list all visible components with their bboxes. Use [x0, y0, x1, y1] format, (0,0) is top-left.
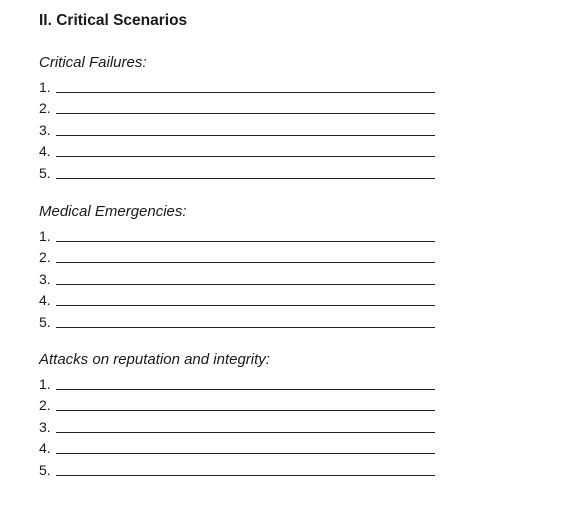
answer-blank-line[interactable]: [56, 389, 435, 390]
group-heading: Attacks on reputation and integrity:: [39, 351, 270, 368]
item-number: 2.: [39, 397, 51, 414]
numbered-list: [39, 73, 439, 181]
answer-blank-line[interactable]: [56, 327, 435, 328]
item-number: 1.: [39, 78, 51, 95]
numbered-list: [39, 222, 439, 330]
item-number: 3.: [39, 121, 51, 138]
list-item: [39, 159, 439, 181]
answer-blank-line[interactable]: [56, 475, 435, 476]
answer-blank-line[interactable]: [56, 92, 435, 93]
item-number: 4.: [39, 440, 51, 457]
list-item: [39, 413, 439, 435]
list-item: [39, 456, 439, 478]
list-item: [39, 265, 439, 287]
answer-blank-line[interactable]: [56, 284, 435, 285]
list-item: [39, 287, 439, 309]
group-heading: Medical Emergencies:: [39, 203, 187, 220]
item-number: 5.: [39, 164, 51, 181]
list-item: [39, 244, 439, 266]
group-attacks-on-reputation: [39, 350, 439, 478]
item-number: 4.: [39, 143, 51, 160]
list-item: [39, 222, 439, 244]
item-number: 4.: [39, 292, 51, 309]
group-medical-emergencies: [39, 202, 439, 330]
answer-blank-line[interactable]: [56, 432, 435, 433]
item-number: 2.: [39, 100, 51, 117]
answer-blank-line[interactable]: [56, 241, 435, 242]
answer-blank-line[interactable]: [56, 135, 435, 136]
answer-blank-line[interactable]: [56, 453, 435, 454]
list-item: [39, 435, 439, 457]
numbered-list: [39, 370, 439, 478]
item-number: 2.: [39, 249, 51, 266]
item-number: 1.: [39, 227, 51, 244]
item-number: 5.: [39, 461, 51, 478]
list-item: [39, 138, 439, 160]
answer-blank-line[interactable]: [56, 410, 435, 411]
item-number: 3.: [39, 418, 51, 435]
item-number: 5.: [39, 313, 51, 330]
section-title: II. Critical Scenarios: [39, 12, 188, 29]
item-number: 1.: [39, 375, 51, 392]
group-heading: Critical Failures:: [39, 54, 147, 71]
answer-blank-line[interactable]: [56, 113, 435, 114]
list-item: [39, 116, 439, 138]
answer-blank-line[interactable]: [56, 156, 435, 157]
answer-blank-line[interactable]: [56, 305, 435, 306]
list-item: [39, 392, 439, 414]
answer-blank-line[interactable]: [56, 178, 435, 179]
item-number: 3.: [39, 270, 51, 287]
list-item: [39, 95, 439, 117]
answer-blank-line[interactable]: [56, 262, 435, 263]
list-item: [39, 370, 439, 392]
list-item: [39, 73, 439, 95]
list-item: [39, 308, 439, 330]
group-critical-failures: [39, 53, 439, 181]
